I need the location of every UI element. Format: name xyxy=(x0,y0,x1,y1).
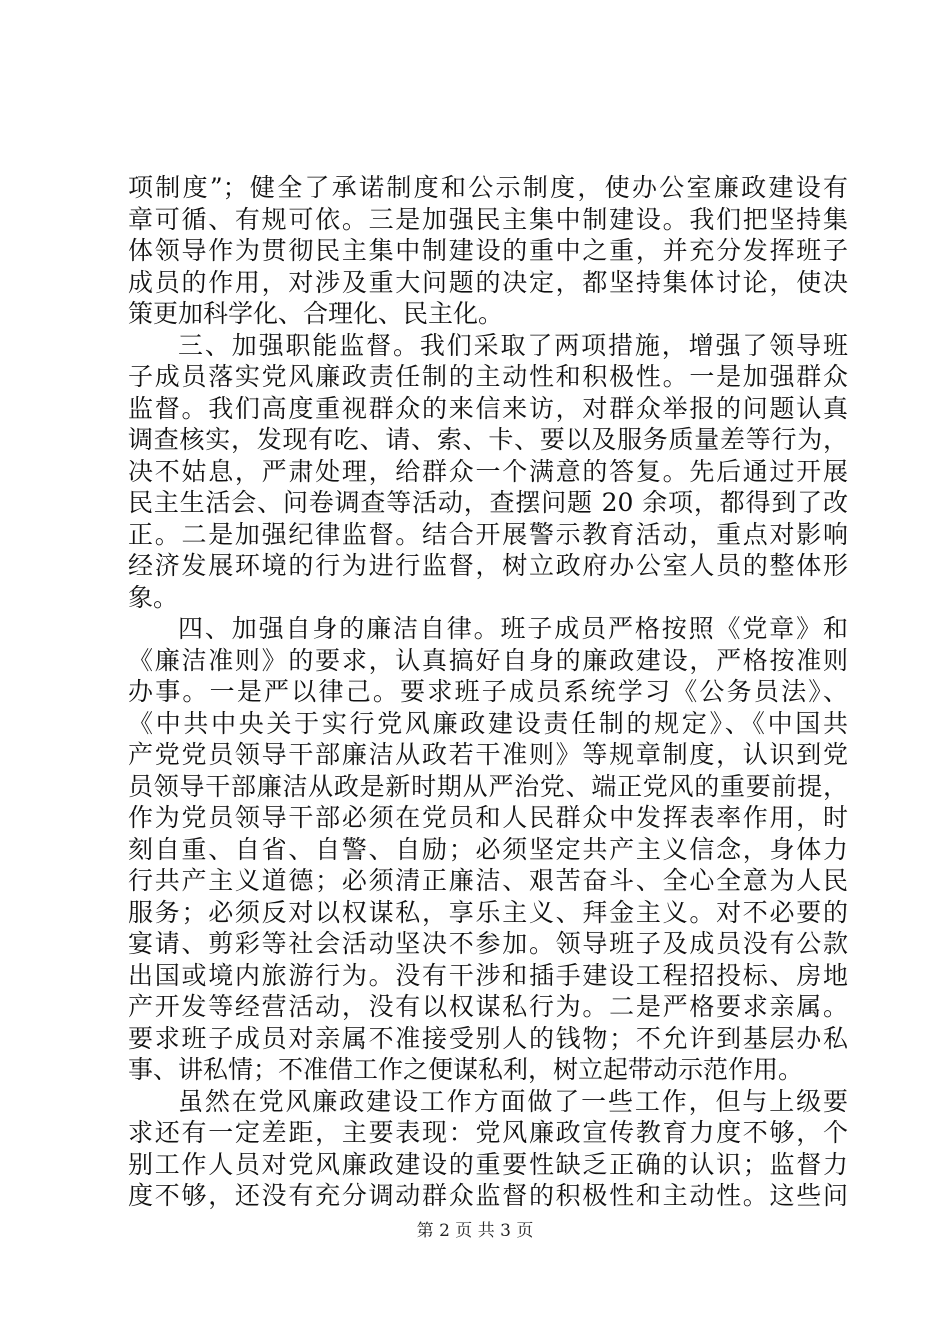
text-line: 产开发等经营活动，没有以权谋私行为。二是严格要求亲属。 xyxy=(128,992,848,1021)
text-line: 《中共中央关于实行党风廉政建设责任制的规定》、《中国共 xyxy=(128,708,848,738)
text-line: 出国或境内旅游行为。没有干涉和插手建设工程招投标、房地 xyxy=(128,960,848,990)
text-line: 章可循、有规可依。三是加强民主集中制建设。我们把坚持集 xyxy=(128,204,848,234)
text-line: 产党党员领导干部廉洁从政若干准则》等规章制度，认识到党 xyxy=(128,740,848,769)
text-line: 作为党员领导干部必须在党员和人民群众中发挥表率作用，时 xyxy=(128,803,848,832)
text-line: 求还有一定差距，主要表现：党风廉政宣传教育力度不够，个 xyxy=(128,1118,848,1147)
text-line: 服务；必须反对以权谋私，享乐主义、拜金主义。对不必要的 xyxy=(128,897,848,927)
text-line: 三、加强职能监督。我们采取了两项措施，增强了领导班 xyxy=(178,330,848,360)
text-line: 民主生活会、问卷调查等活动，查摆问题 20 余项，都得到了改 xyxy=(128,488,848,517)
text-line: 成员的作用，对涉及重大问题的决定，都坚持集体讨论，使决 xyxy=(128,267,848,297)
text-line: 员领导干部廉洁从政是新时期从严治党、端正党风的重要前提， xyxy=(128,771,848,801)
text-line: 策更加科学化、合理化、民主化。 xyxy=(128,299,504,328)
text-line: 宴请、剪彩等社会活动坚决不参加。领导班子及成员没有公款 xyxy=(128,929,848,958)
text-line: 调查核实，发现有吃、请、索、卡、要以及服务质量差等行为， xyxy=(128,425,848,454)
text-line: 象。 xyxy=(128,582,179,612)
text-line: 事、讲私情；不准借工作之便谋私利，树立起带动示范作用。 xyxy=(128,1055,804,1084)
text-line: 经济发展环境的行为进行监督，树立政府办公室人员的整体形 xyxy=(128,551,848,580)
body-text xyxy=(128,172,848,1212)
text-line: 子成员落实党风廉政责任制的主动性和积极性。一是加强群众 xyxy=(128,362,848,391)
text-line: 正。二是加强纪律监督。结合开展警示教育活动，重点对影响 xyxy=(128,519,848,549)
text-line: 体领导作为贯彻民主集中制建设的重中之重，并充分发挥班子 xyxy=(128,236,848,265)
text-line: 监督。我们高度重视群众的来信来访，对群众举报的问题认真 xyxy=(128,393,848,423)
text-line: 要求班子成员对亲属不准接受别人的钱物；不允许到基层办私 xyxy=(128,1023,848,1053)
text-line: 别工作人员对党风廉政建设的重要性缺乏正确的认识；监督力 xyxy=(128,1149,848,1179)
text-line: 项制度”；健全了承诺制度和公示制度，使办公室廉政建设有 xyxy=(128,173,848,202)
page-footer: 第 2 页 共 3 页 xyxy=(416,1221,534,1241)
text-line: 决不姑息，严肃处理，给群众一个满意的答复。先后通过开展 xyxy=(128,456,848,486)
text-line: 办事。一是严以律己。要求班子成员系统学习《公务员法》、 xyxy=(128,677,848,706)
text-line: 行共产主义道德；必须清正廉洁、艰苦奋斗、全心全意为人民 xyxy=(128,866,848,895)
text-line: 虽然在党风廉政建设工作方面做了一些工作，但与上级要 xyxy=(178,1086,848,1116)
text-line: 《廉洁准则》的要求，认真搞好自身的廉政建设，严格按准则 xyxy=(128,645,848,675)
text-line: 四、加强自身的廉洁自律。班子成员严格按照《党章》和 xyxy=(178,614,848,643)
text-line: 刻自重、自省、自警、自励；必须坚定共产主义信念，身体力 xyxy=(128,834,848,864)
text-line: 度不够，还没有充分调动群众监督的积极性和主动性。这些问 xyxy=(128,1181,848,1210)
